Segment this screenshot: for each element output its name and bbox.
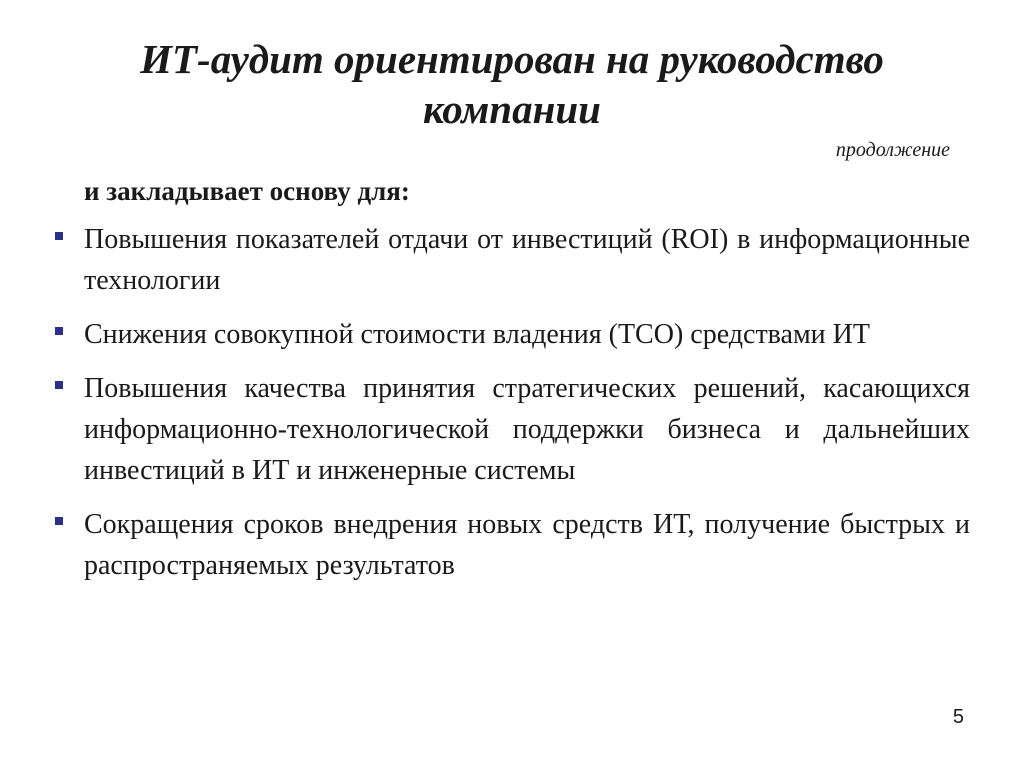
slide-title: ИТ-аудит ориентирован на руководство компании bbox=[140, 36, 884, 132]
intro-text: и закладывает основу для: bbox=[84, 176, 410, 206]
square-bullet-icon bbox=[55, 381, 63, 389]
bullet-text: Сокращения сроков внедрения новых средств ИТ, получение быстрых и распространяемых результатов bbox=[84, 509, 970, 581]
square-bullet-icon bbox=[55, 232, 63, 240]
bullet-text: Снижения совокупной стоимости владения (TCO) средствами ИТ bbox=[84, 319, 870, 350]
bullet-list bbox=[52, 219, 970, 599]
square-bullet-icon bbox=[55, 517, 63, 525]
bullet-item bbox=[52, 504, 970, 586]
square-bullet-icon bbox=[55, 327, 63, 335]
bullet-item bbox=[52, 314, 970, 355]
continuation-label: продолжение bbox=[835, 139, 950, 161]
bullet-item bbox=[52, 219, 970, 301]
bullet-text: Повышения качества принятия стратегических решений, касающихся информационно-технологической поддержки бизнеса и дальнейших инвестиций в ИТ и инженерные системы bbox=[84, 373, 970, 486]
bullet-text: Повышения показателей отдачи от инвестиций (ROI) в информационные технологии bbox=[84, 224, 970, 296]
bullet-item bbox=[52, 368, 970, 491]
page-number: 5 bbox=[952, 706, 964, 728]
